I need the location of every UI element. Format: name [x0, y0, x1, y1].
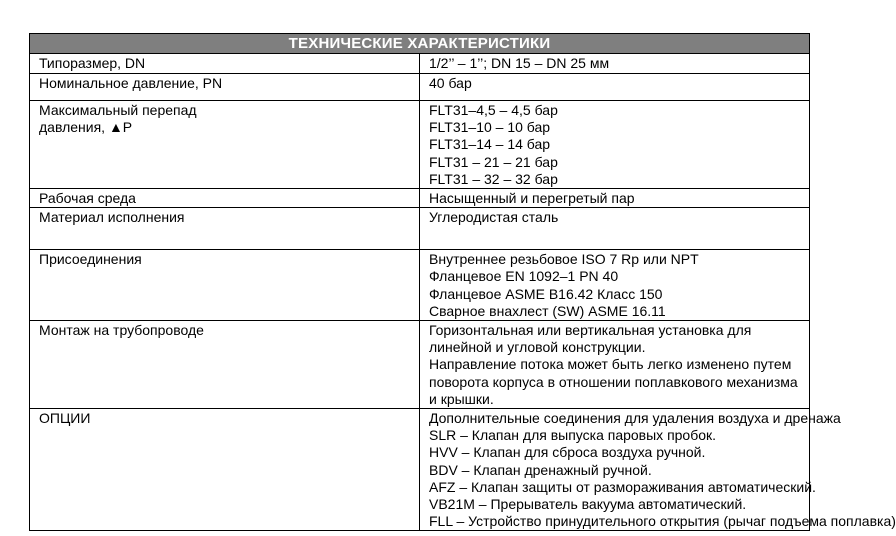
row-value — [420, 74, 810, 101]
row-label-text: Типоразмер, DN — [39, 55, 146, 71]
row-value — [420, 250, 810, 321]
table-row — [30, 208, 810, 250]
row-value-text: Сварное внахлест (SW) ASME 16.11 — [429, 302, 666, 319]
row-label — [30, 409, 420, 531]
table-row — [30, 321, 810, 409]
row-label — [30, 189, 420, 208]
row-label — [30, 250, 420, 321]
row-value-text: VB21M – Прерыватель вакуума автоматический. — [429, 496, 747, 513]
row-label-text: Рабочая среда — [39, 190, 136, 207]
row-label-text: давления, ▲P — [39, 119, 133, 136]
row-label — [30, 74, 420, 101]
row-label-text: Материал исполнения — [39, 209, 185, 226]
row-value-text: FLT31–10 – 10 бар — [429, 119, 551, 136]
row-value-text: Дополнительные соединения для удаления воздуха и дренажа — [429, 410, 841, 427]
table-row — [30, 54, 810, 74]
row-label-text: Номинальное давление, PN — [39, 75, 223, 91]
spec-table — [29, 33, 896, 531]
table-row — [30, 409, 810, 531]
row-value-text: FLT31–4,5 – 4,5 бар — [429, 102, 558, 118]
row-value-text: BDV – Клапан дренажный ручной. — [429, 461, 652, 478]
row-value — [420, 54, 810, 74]
row-label-text: Присоединения — [39, 251, 142, 268]
row-value-text: FLT31 – 21 – 21 бар — [429, 153, 558, 170]
row-value-text: FLL – Устройство принудительного открытия (рычаг подъема поплавка) — [429, 513, 896, 530]
row-label-text: ОПЦИИ — [39, 410, 91, 427]
row-value-text: SLR – Клапан для выпуска паровых пробок. — [429, 427, 717, 444]
row-value-text: Насыщенный и перегретый пар — [429, 190, 635, 207]
row-value-text: Фланцевое ASME B16.42 Класс 150 — [429, 285, 663, 302]
row-label — [30, 101, 420, 189]
row-label — [30, 54, 420, 74]
row-value-text: 1/2’’ – 1’’; DN 15 – DN 25 мм — [429, 55, 610, 71]
table-title: ТЕХНИЧЕСКИЕ ХАРАКТЕРИСТИКИ — [30, 34, 810, 54]
row-value-text: AFZ – Клапан защиты от размораживания автоматический. — [429, 478, 816, 495]
row-value — [420, 208, 810, 250]
table-row — [30, 74, 810, 101]
row-value — [420, 321, 810, 409]
table-row — [30, 189, 810, 208]
row-value-text: Фланцевое EN 1092–1 PN 40 — [429, 268, 619, 285]
row-value-text: Углеродистая сталь — [429, 209, 559, 226]
table-row — [30, 250, 810, 321]
row-value-text: Направление потока может быть легко изменено путем поворота корпуса в отношении поплавкового механизма и крышки. — [429, 356, 798, 407]
row-value-text: 40 бар — [429, 75, 472, 91]
row-value — [420, 189, 810, 208]
row-value-text: Горизонтальная или вертикальная установка для линейной и угловой конструкции. — [429, 322, 752, 356]
row-value-text: FLT31–14 – 14 бар — [429, 136, 551, 153]
table-row — [30, 101, 810, 189]
row-label-text: Максимальный перепад — [39, 102, 197, 118]
row-label-text: Монтаж на трубопроводе — [39, 322, 204, 339]
row-value — [420, 409, 896, 531]
row-label — [30, 208, 420, 250]
row-value-text: HVV – Клапан для сброса воздуха ручной. — [429, 444, 706, 461]
row-value-text: FLT31 – 32 – 32 бар — [429, 170, 558, 187]
table-header-row — [30, 34, 810, 54]
row-value-text: Внутреннее резьбовое ISO 7 Rp или NPT — [429, 251, 699, 268]
row-label — [30, 321, 420, 409]
row-value — [420, 101, 810, 189]
